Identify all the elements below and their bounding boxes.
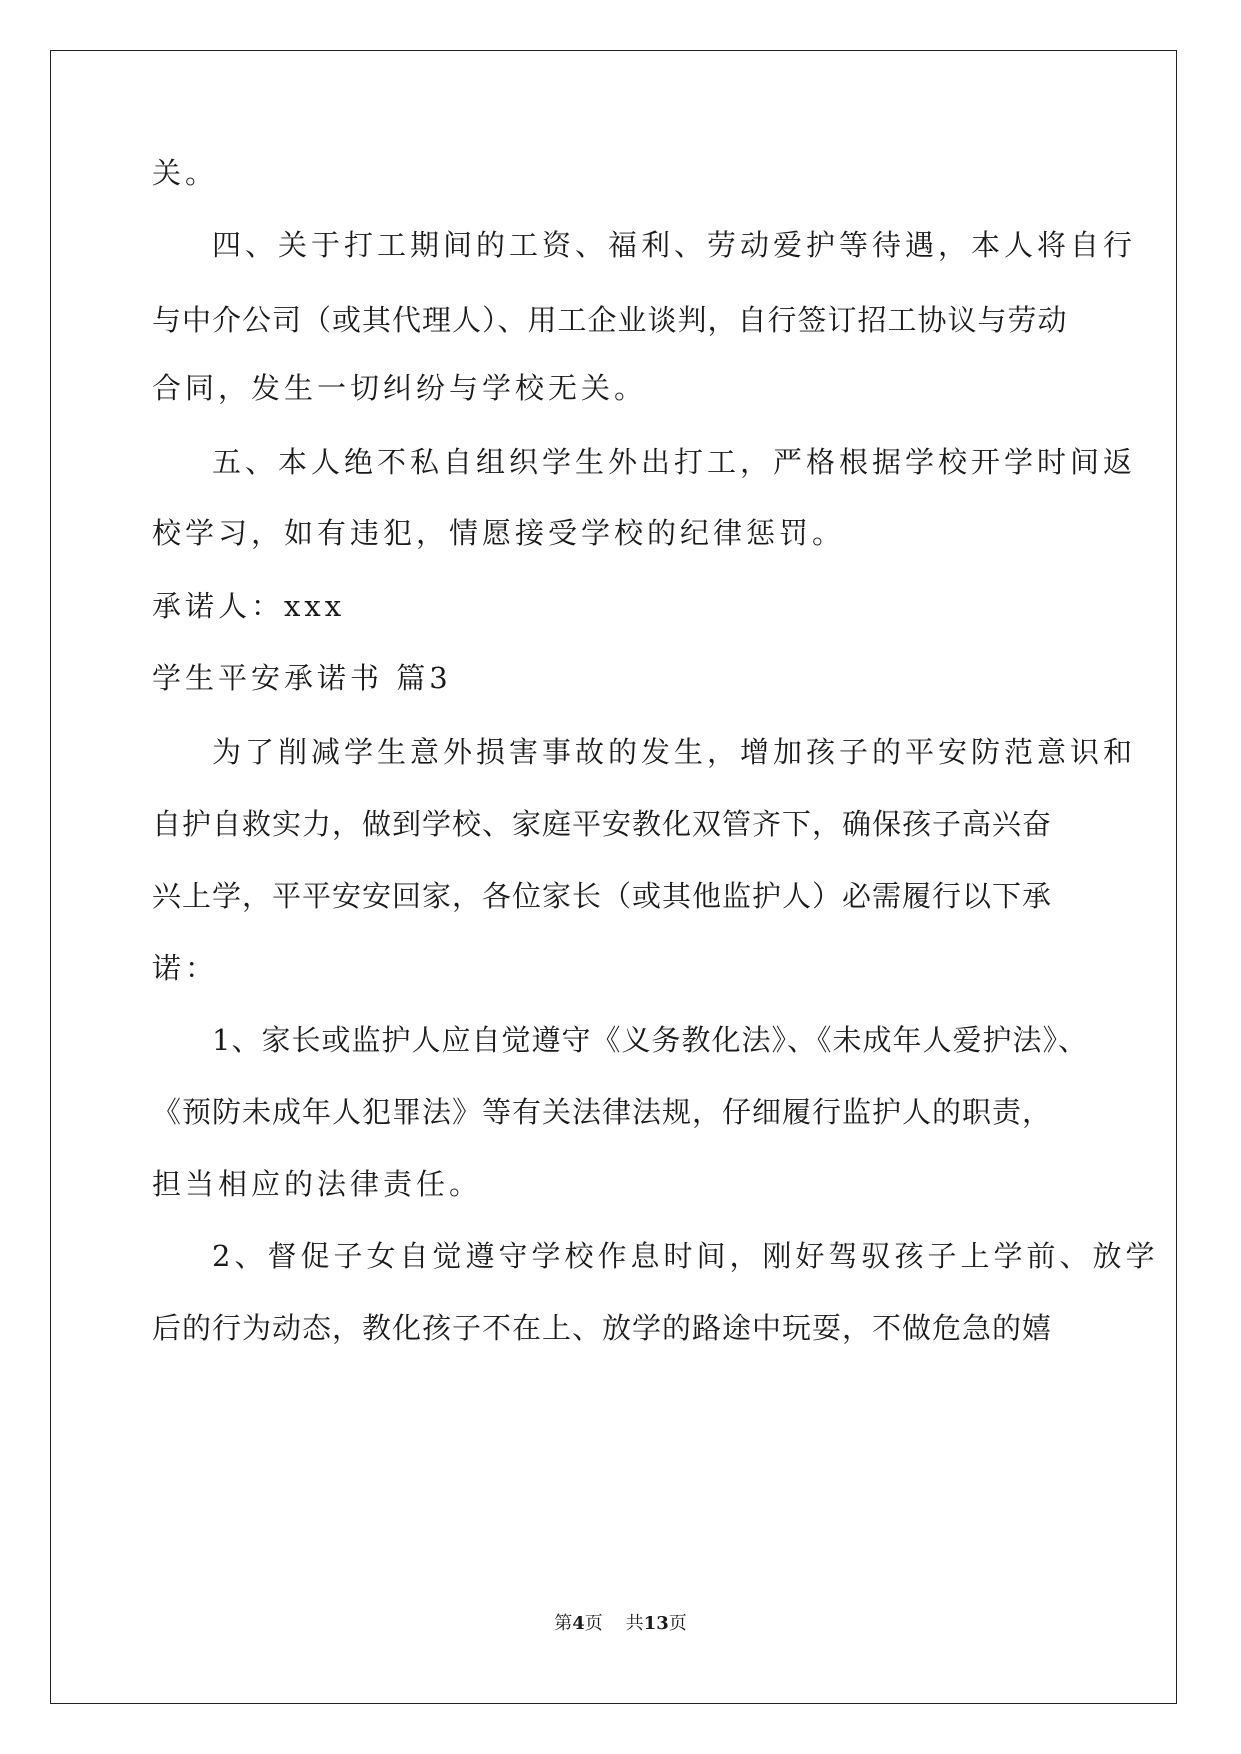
total-pages: 13 bbox=[643, 1613, 669, 1634]
paragraph-line: 关。 bbox=[152, 156, 219, 190]
page-suffix: 页 bbox=[584, 1613, 603, 1634]
paragraph-line: 五、本人绝不私自组织学生外出打工，严格根据学校开学时间返 bbox=[212, 445, 1137, 479]
page-number: 4 bbox=[572, 1613, 585, 1634]
total-suffix: 页 bbox=[668, 1613, 687, 1634]
paragraph-line: 四、关于打工期间的工资、福利、劳动爱护等待遇，本人将自行 bbox=[212, 228, 1137, 262]
paragraph-line: 2、督促子女自觉遵守学校作息时间，刚好驾驭孩子上学前、放学 bbox=[212, 1239, 1159, 1273]
paragraph-line: 后的行为动态，教化孩子不在上、放学的路途中玩耍，不做危急的嬉 bbox=[152, 1311, 1053, 1345]
paragraph-line: 担当相应的法律责任。 bbox=[152, 1167, 483, 1201]
paragraph-line: 与中介公司（或其代理人）、用工企业谈判，自行签订招工协议与劳动 bbox=[152, 303, 1068, 337]
paragraph-line: 合同，发生一切纠纷与学校无关。 bbox=[152, 371, 648, 405]
page-footer bbox=[0, 1612, 1241, 1636]
paragraph-line: 1、家长或监护人应自觉遵守《义务教化法》、《未成年人爱护法》、 bbox=[212, 1023, 1088, 1057]
page-border bbox=[50, 50, 1177, 1704]
signer-line: 承诺人：xxx bbox=[152, 589, 346, 623]
paragraph-line: 自护自救实力，做到学校、家庭平安教化双管齐下，确保孩子高兴奋 bbox=[152, 807, 1053, 841]
paragraph-line: 为了削减学生意外损害事故的发生，增加孩子的平安防范意识和 bbox=[212, 735, 1137, 769]
paragraph-line: 诺： bbox=[152, 951, 219, 985]
paragraph-line: 校学习，如有违犯，情愿接受学校的纪律惩罚。 bbox=[152, 516, 846, 550]
page-prefix: 第 bbox=[554, 1613, 573, 1634]
section-title: 学生平安承诺书 篇3 bbox=[152, 661, 452, 695]
total-prefix: 共 bbox=[625, 1613, 644, 1634]
paragraph-line: 兴上学，平平安安回家，各位家长（或其他监护人）必需履行以下承 bbox=[152, 879, 1053, 913]
paragraph-line: 《预防未成年人犯罪法》等有关法律法规，仔细履行监护人的职责， bbox=[152, 1095, 1053, 1129]
